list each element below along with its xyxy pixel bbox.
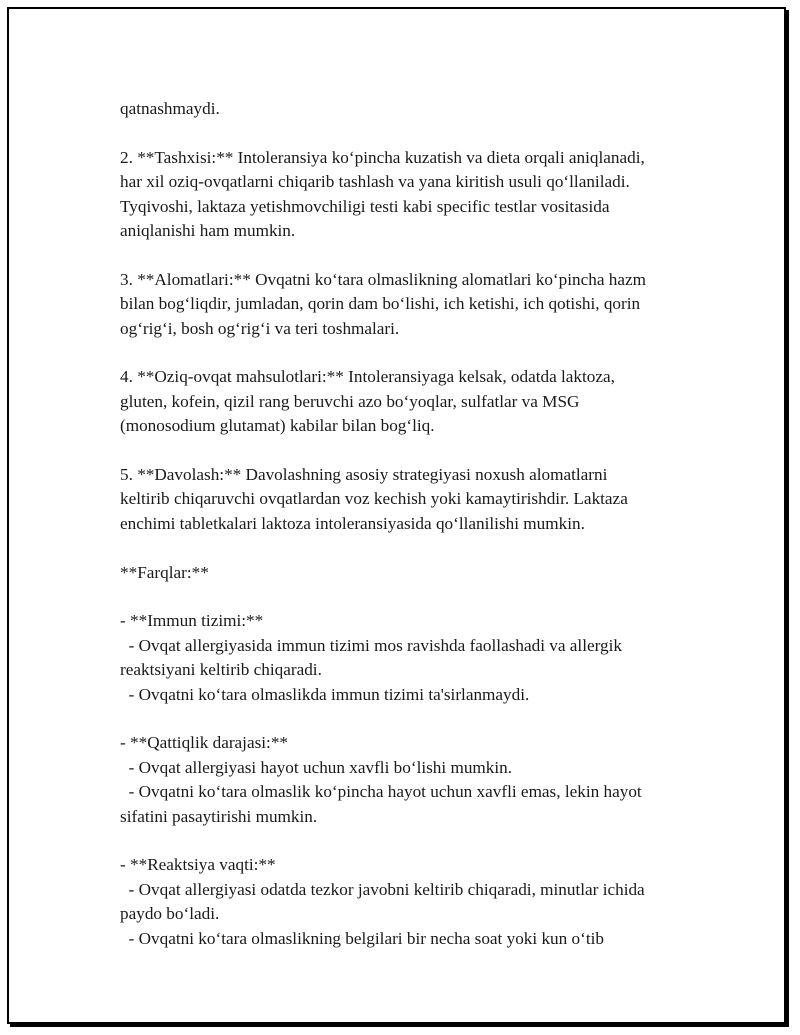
text-line: keltirib chiqaruvchi ovqatlardan voz kechish yoki kamaytirishdir. Laktaza <box>120 489 628 509</box>
text-line: 5. **Davolash:** Davolashning asosiy strategiyasi noxush alomatlarni <box>120 465 608 485</box>
paragraph-gap <box>120 121 705 145</box>
text-line: 2. **Tashxisi:** Intoleransiya ko‘pincha kuzatish va dieta orqali aniqlanadi, <box>120 147 645 167</box>
text-line: - Ovqat allergiyasida immun tizimi mos ravishda faollashadi va allergik <box>120 635 622 655</box>
list-heading: - **Immun tizimi:** <box>120 611 264 631</box>
text-line: - Ovqatni ko‘tara olmaslikning belgilari bir necha soat yoki kun o‘tib <box>120 928 605 948</box>
text-line: - Ovqatni ko‘tara olmaslikda immun tizimi ta'sirlanmaydi. <box>120 684 530 704</box>
text-line: - Ovqatni ko‘tara olmaslik ko‘pincha hayot uchun xavfli emas, lekin hayot <box>120 782 642 802</box>
text-line: sifatini pasaytirishi mumkin. <box>120 806 318 826</box>
list-heading: - **Reaktsiya vaqti:** <box>120 855 276 875</box>
document-page <box>7 7 786 1024</box>
paragraph-gap <box>120 439 705 463</box>
text-line: 4. **Oziq-ovqat mahsulotlari:** Intoleransiyaga kelsak, odatda laktoza, <box>120 367 615 387</box>
paragraph-gap <box>120 829 705 853</box>
text-line: - Ovqat allergiyasi odatda tezkor javobni keltirib chiqaradi, minutlar ichida <box>120 879 645 899</box>
text-line: reaktsiyani keltirib chiqaradi. <box>120 660 322 680</box>
text-line: aniqlanishi ham mumkin. <box>120 221 296 241</box>
text-line: (monosodium glutamat) kabilar bilan bog‘liq. <box>120 416 435 436</box>
document-body <box>120 97 705 951</box>
text-line: 3. **Alomatlari:** Ovqatni ko‘tara olmaslikning alomatlari ko‘pincha hazm <box>120 269 646 289</box>
paragraph-gap <box>120 585 705 609</box>
text-line: paydo bo‘ladi. <box>120 904 220 924</box>
text-line: - Ovqat allergiyasi hayot uchun xavfli bo‘lishi mumkin. <box>120 757 513 777</box>
list-heading: - **Qattiqlik darajasi:** <box>120 733 289 753</box>
text-line: gluten, kofein, qizil rang beruvchi azo bo‘yoqlar, sulfatlar va MSG <box>120 391 580 411</box>
text-line: Tyqivoshi, laktaza yetishmovchiligi testi kabi specific testlar vositasida <box>120 196 610 216</box>
text-line: bilan bog‘liqdir, jumladan, qorin dam bo‘lishi, ich ketishi, ich qotishi, qorin <box>120 294 641 314</box>
paragraph-gap <box>120 536 705 560</box>
text-line: qatnashmaydi. <box>120 99 220 118</box>
text-line: enchimi tabletkalari laktoza intoleransiyasida qo‘llanilishi mumkin. <box>120 513 585 533</box>
text-line: og‘rig‘i, bosh og‘rig‘i va teri toshmalari. <box>120 318 400 338</box>
paragraph-gap <box>120 243 705 267</box>
paragraph-gap <box>120 341 705 365</box>
section-heading: **Farqlar:** <box>120 562 209 582</box>
text-line: har xil oziq-ovqatlarni chiqarib tashlash va yana kiritish usuli qo‘llaniladi. <box>120 172 630 192</box>
paragraph-gap <box>120 707 705 731</box>
